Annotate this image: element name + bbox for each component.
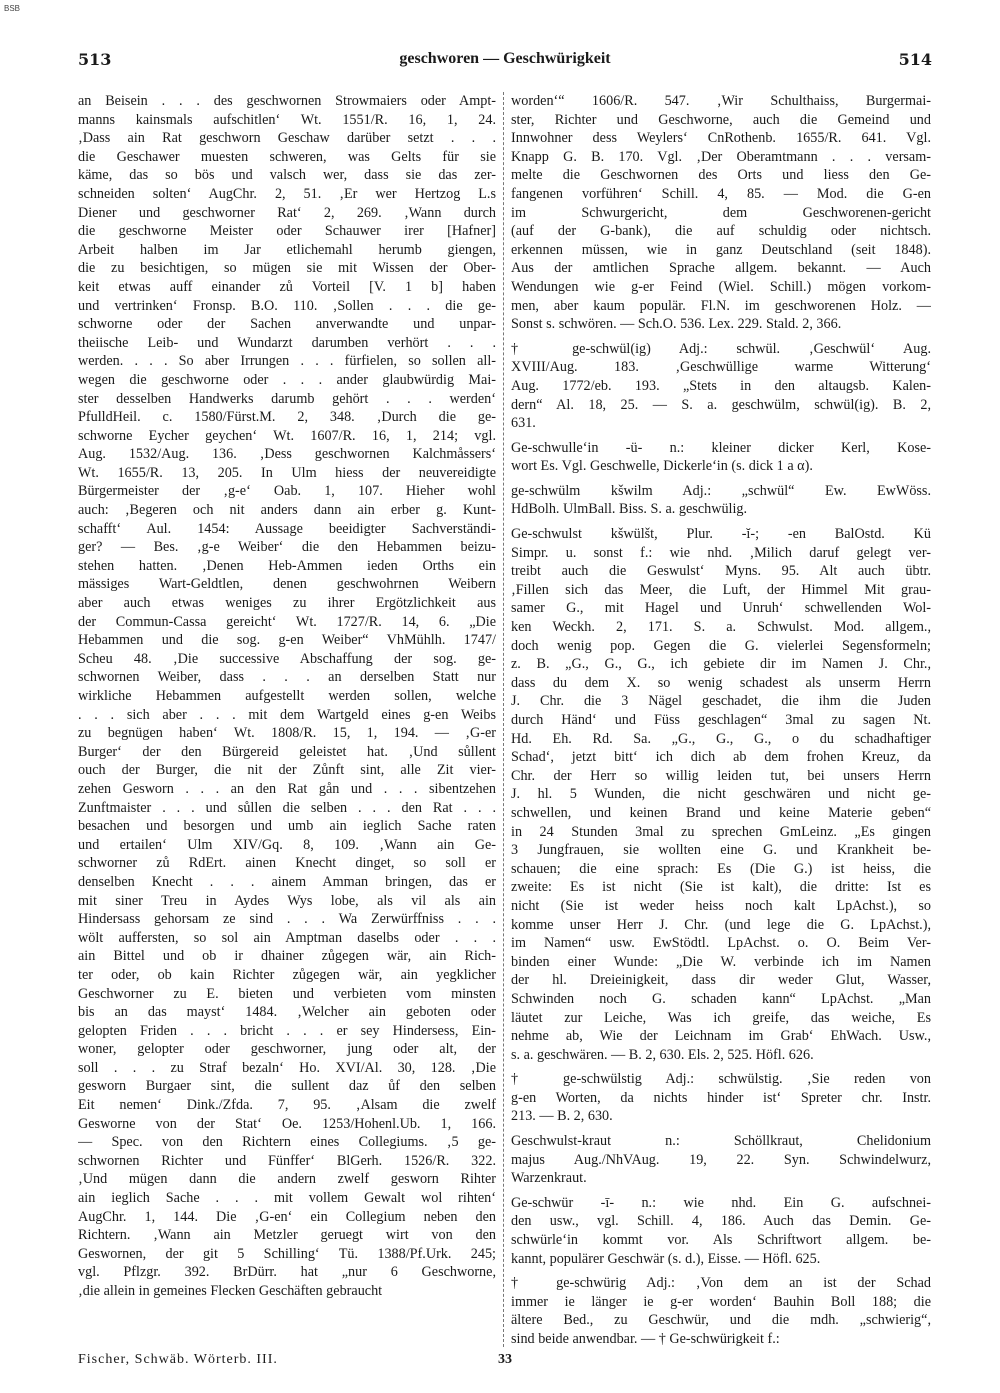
text-line: HdBolh. UlmBall. Biss. S. a. geschwülig. (511, 501, 748, 518)
text-line: der hl. Dreieinigkeit, dass dir weder Glut, Wasser, (511, 972, 931, 989)
text-line: denselben Knecht . . . ainem Amman bringen, das er (78, 873, 496, 890)
text-line: nehme ab, Wie der Leichnam im Grab‘ EhWach. Usw., (511, 1028, 931, 1045)
text-line: J. hl. 5 Wunden, die nicht geschwären und nicht ge- (511, 786, 931, 803)
text-line: schworne oder der Sachen anverwandte und unpar- (78, 316, 496, 333)
text-line: mit siner Treu in Aydes Wys lobe, als vil als ain (78, 892, 496, 909)
text-line: mässiges Wart-Geldtlen, denen geschwohrnen Weibern (78, 576, 496, 593)
text-line: ge-schwülm kšwilm Adj.: „schwül“ Ew. EwWöss. (511, 482, 931, 499)
text-line: den usw., vgl. Schill. 4, 186. Auch das Demin. Ge- (511, 1213, 931, 1230)
text-line: Aug. 1772/eb. 193. „Stets in den altaugsb. Kalen- (511, 377, 931, 394)
page-footer (78, 1352, 932, 1372)
text-line: schwornen Richter und Fünffer‘ BlGerh. 1526/R. 322. (78, 1152, 496, 1169)
text-line: dern“ Al. 18, 25. — S. a. geschwülm, schwül(ig). B. 2, (511, 396, 931, 413)
text-line: Eit nemen‘ Dink./Zfda. 7, 95. ‚Alsam die zwelf (78, 1097, 496, 1114)
text-line: bis an das mayst‘ 1484. ‚Welcher ain geboten oder (78, 1004, 496, 1021)
text-line: ster, Richter und Geschworne, auch die Gemeind und (511, 111, 931, 128)
text-line: zweite: Es ist nicht (Sie ist kalt), die dritte: Ist es (511, 879, 931, 896)
text-line: majus Aug./NhVAug. 19, 22. Syn. Schwindelwurz, (511, 1151, 931, 1168)
text-line: Zunftmaister . . . und sůllen die selben . . . den Rat . . . (78, 799, 496, 816)
text-line: wegen die geschworne oder . . . ander glaubwürdig Mai- (78, 371, 496, 388)
library-stamp: BSB (4, 4, 21, 13)
text-line: vgl. Pflzgr. 392. BrDürr. hat „nur 6 Geschworne, (78, 1264, 496, 1281)
text-line: gelopten Friden . . . bricht . . . er sey Hindersess, Ein- (78, 1022, 496, 1039)
text-line: ger? — Bes. ‚g-e Weiber‘ die den Hebammen beizu- (78, 539, 496, 556)
text-line: Aug. 1532/Aug. 136. ‚Dess geschwornen Kalchmåssers‘ (78, 446, 496, 463)
text-line: schneiden solten‘ AugChr. 2, 51. ‚Er wer Hertzog L.s (78, 185, 496, 202)
text-line: † ge-schwülstig Adj.: schwülstig. ‚Sie reden von (511, 1071, 931, 1088)
text-line: schauen; die eine sprach: Es (Die G.) ist heiss, die (511, 860, 931, 877)
text-line: g-en Worten, da nichts hinder ist‘ Spreter chr. Instr. (511, 1089, 931, 1106)
text-line: Bürgermeister der ‚g-e‘ Oab. 1, 107. Hieher wohl (78, 483, 496, 500)
text-line: Ge-schwür -ī- n.: wie nhd. Ein G. aufschnei- (511, 1194, 931, 1211)
text-line: immer ie länger ie g-er worden‘ Bauhin Boll 188; die (511, 1293, 931, 1310)
text-line: ain ieglich Sache . . . mit vollem Gewalt wol rihten‘ (78, 1190, 496, 1207)
text-line: Simpr. u. sonst f.: wie nhd. ‚Milich daruf gelegt ver- (511, 544, 931, 561)
footer-source: Fischer, Schwäb. Wörterb. III. (78, 1352, 278, 1367)
left-column (78, 92, 496, 1301)
text-line: Scheu 48. ‚Die successive Abschaffung der sog. ge- (78, 650, 496, 667)
page-header (78, 50, 932, 76)
text-line: s. a. geschwären. — B. 2, 630. Els. 2, 525. Höfl. 626. (511, 1046, 814, 1063)
text-line: schwellen, und keinen Brand und keine Materie geben“ (511, 804, 931, 821)
text-line: an Beisein . . . des geschwornen Strowmaiers oder Ampt- (78, 93, 496, 109)
text-line: schwornen Weiber, dass . . . an derselben Statt nur (78, 669, 496, 686)
text-line: Burger‘ der den Bürgereid geleistet hat. ‚Und sůllent (78, 743, 496, 760)
text-line: † ge-schwül(ig) Adj.: schwül. ‚Geschwül‘ Aug. (511, 340, 931, 357)
page-number-left: 513 (78, 50, 112, 69)
text-line: wölt auffersten, so sol ain Amptman daselbs oder . . . (78, 929, 496, 946)
text-line: wort Es. Vgl. Geschwelle, Dickerle‘in (s. dick 1 a α). (511, 458, 813, 475)
text-line: die Geschawer muesten schweren, was Gelts für sie (78, 148, 496, 165)
text-line: AugChr. 1, 144. Die ‚G-en‘ ein Collegium neben den (78, 1208, 496, 1225)
text-line: schworne Eycher geychen‘ Wt. 1607/R. 16, 1, 214; vgl. (78, 427, 496, 444)
text-line: binden einer Wunde: „Die W. verbinde ich im Namen (511, 953, 931, 970)
text-line: Innwohner dess Weylers‘ CnRothenb. 1655/R. 641. Vgl. (511, 130, 931, 147)
text-line: ain Bittel und ob ir dhainer zůgegen wär, ain Rich- (78, 948, 496, 965)
text-line: schworner zů RdErt. ainen Knecht dinget, so soll er (78, 855, 496, 872)
text-line: keit etwas auff einander zů Vorteil [V. 1 b] haben (78, 278, 496, 295)
text-line: aber auch etwas weniges zu ihrer Ergötzlichkeit aus (78, 595, 496, 612)
text-line: Geschwulst-kraut n.: Schöllkraut, Chelidonium (511, 1133, 931, 1150)
text-line: auch: ‚Begeren och nit anders dann ain erber g. Kunt- (78, 502, 496, 519)
text-line: ken Weckh. 2, 171. S. a. Schwulst. Mod. allgem., (511, 619, 931, 636)
text-line: fangenen vorführen‘ Schill. 4, 85. — Mod. die G-en (511, 185, 931, 202)
page-number-right: 514 (898, 50, 932, 69)
text-line: ‚die allein in gemeines Flecken Geschäften gebraucht (78, 1283, 383, 1299)
text-line: Ge-schwulle‘in -ü- n.: kleiner dicker Kerl, Kose- (511, 439, 931, 456)
text-line: in 24 Stunden 3mal zu sprechen GmLeinz. „Es gingen (511, 823, 931, 840)
text-line: PfulldHeil. c. 1580/Fürst.M. 2, 348. ‚Durch die ge- (78, 409, 496, 426)
text-line: treibt auch die Geswulst‘ Myns. 95. Alt auch übtr. (511, 563, 931, 580)
text-line: 213. — B. 2, 630. (511, 1108, 613, 1125)
text-line: ältere Bed., zu Geschwür, und die mdh. „schwierig“, (511, 1312, 931, 1329)
text-line: Schad‘, jetzt bitt‘ ich dich ab dem frohen Kreuz, da (511, 749, 931, 766)
text-line: ster desselben Handwerks darumb gehört . . . werden‘ (78, 390, 496, 407)
text-line: 3 Jungfrauen, sie wollten eine G. und Krankheit be- (511, 842, 931, 859)
text-line: ‚Dass ain Rat geschworn Geschaw darüber setzt . . . (78, 130, 496, 147)
text-line: Warzenkraut. (511, 1170, 587, 1187)
text-line: käme, das so bös und valsch wer, dass sie das zer- (78, 167, 496, 184)
text-line: der Commun-Cassa gereicht‘ Wt. 1727/R. 14, 6. „Die (78, 613, 496, 630)
text-line: läutet zur Leiche, Was ich greife, das weiche, Es (511, 1009, 931, 1026)
text-line: Geswornen, der git 5 Schilling‘ Tü. 1388/Pf.Urk. 245; (78, 1245, 496, 1262)
text-line: Gesworne von der Stat‘ Oe. 1253/Hohenl.Ub. 1, 166. (78, 1115, 496, 1132)
text-line: Wt. 1655/R. 13, 205. In Ulm hiess der neuvereidigte (78, 464, 496, 481)
text-line: . . . sich aber . . . mit dem Wartgeld eines g-en Weibs (78, 706, 496, 723)
text-line: stehen hatten. ‚Denen Heb-Ammen ieden Orths ein (78, 557, 496, 574)
text-line: durch Händ‘ und Füss geschlagen“ 3mal zu sagen Nt. (511, 712, 931, 728)
text-line: schafft‘ Aul. 1454: Aussage beeidigter Sachverständi- (78, 520, 496, 537)
text-line: Arbeit halben im Jar etlichemahl herumb giengen, (78, 241, 496, 258)
text-line: Knapp G. B. 170. Vgl. ‚Der Oberamtmann . . . versam- (511, 148, 931, 165)
text-line: Wendungen wie g-er Feind (Wiel. Schill.) mögen vorkom- (511, 278, 931, 295)
text-line: und ertailen‘ Ulm XIV/Gq. 8, 109. ‚Wann ain Ge- (78, 836, 496, 853)
text-line: J. Chr. die 3 Nägel geschadet, die ihm die Juden (511, 693, 931, 710)
text-line: Richtern. ‚Wann ain Metzler geruegt wirt von den (78, 1227, 496, 1244)
text-line: nicht (Sie ist weder heiss noch kalt LpAchst.), so (511, 897, 931, 914)
text-line: manns kainsmals aufschitlen‘ Wt. 1551/R. 16, 1, 24. (78, 111, 496, 128)
text-line: z. B. „G., G., G., ich gebiete dir im Namen J. Chr., (511, 656, 931, 673)
column-divider (503, 92, 504, 1347)
text-line: XVIII/Aug. 183. ‚Geschwüllige warme Witterung‘ (511, 359, 931, 376)
text-line: theiische Leib- und Wundarzt darumben verhört . . . (78, 334, 496, 351)
text-line: und vertrinken‘ Fronsp. B.O. 110. ‚Sollen . . . die ge- (78, 297, 496, 314)
text-line: wirkliche Hebammen aufgestellt werden sollen, welche (78, 688, 496, 704)
text-line: die zu besichtigen, so mügen sie mit Wissen der Ober- (78, 260, 496, 277)
text-line: Sonst s. schwören. — Sch.O. 536. Lex. 229. Stald. 2, 366. (511, 316, 842, 333)
text-line: 631. (511, 415, 536, 432)
text-line: — Spec. von den Richtern eines Collegiums. ‚5 ge- (78, 1134, 496, 1151)
text-line: die geschworne Meister oder Schauwer irer [Hafner] (78, 223, 496, 240)
text-line: schwürle‘in kommt vor. Als Schriftwort allgem. be- (511, 1232, 931, 1249)
text-line: Hindersass gehorsam ze sind . . . Wa Zerwürffniss . . . (78, 911, 496, 928)
text-line: ouch der Burger, die nit der Zůnft sint, alle Zit vier- (78, 762, 496, 779)
text-line: erkennen müssen, wie in ganz Deutschland (seit 1848). (511, 241, 931, 258)
text-line: gesworn Burgaer sint, die sullent daz ůf den selben (78, 1078, 496, 1095)
text-line: † ge-schwürig Adj.: ‚Von dem an ist der Schad (511, 1275, 931, 1292)
text-line: Hebammen und die sog. g-en Weiber“ VhMühlh. 1747/ (78, 632, 496, 649)
text-line: worden‘“ 1606/R. 547. ‚Wir Schulthaiss, Burgermai- (511, 93, 931, 109)
text-line: komme unser Herr J. Chr. (und lege die G. LpAchst.), (511, 916, 931, 933)
text-line: besachen und besorgen und umb ain ieglich Sache raten (78, 818, 496, 835)
text-line: Ge-schwulst kšwülšt, Plur. -ĭ-; -en BalOstd. Kü (511, 526, 931, 543)
text-line: doch wenig pop. Gegen die G. vielerlei Segensformeln; (511, 637, 931, 654)
text-line: Aus der amtlichen Sprache allgem. bekannt. — Auch (511, 260, 931, 277)
text-line: ‚Fillen sich das Meer, die Luft, der Himmel Mit grau- (511, 581, 931, 598)
sheet-number: 33 (498, 1352, 512, 1367)
text-line: zehen Gesworn . . . an den Rat gån und . . . sibentzehen (78, 780, 496, 797)
text-line: (auf der G-bank), die auf schuldig oder nichtsch. (511, 223, 931, 240)
text-line: im Namen“ usw. EwStödtl. LpAchst. o. O. Beim Ver- (511, 935, 931, 952)
running-head: geschworen — Geschwürigkeit (399, 50, 611, 67)
right-column (511, 92, 931, 1349)
text-line: kannt, populärer Geschwär (s. d.), Eisse. — Höfl. 625. (511, 1250, 821, 1267)
text-line: dass du dem X. so wenig schadest als unserm Herrn (511, 674, 931, 691)
text-line: Hd. Eh. Rd. Sa. „G., G., G., o du schadhaftiger (511, 730, 931, 747)
text-line: Schwinden noch G. schaden kann“ LpAchst. „Man (511, 990, 931, 1007)
text-line: zu begnügen haben‘ Wt. 1808/R. 15, 1, 194. — ‚G-er (78, 725, 496, 742)
text-line: soll . . . zu Straf bezaln‘ Ho. XVI/Al. 30, 128. ‚Die (78, 1059, 496, 1076)
text-line: ter oder, ob kain Richter zůgegen wär, ain yegklicher (78, 966, 496, 983)
text-line: sind beide anwendbar. — † Ge-schwürigkeit f.: (511, 1331, 780, 1347)
text-line: melte die Geschwornen des Orts und liess den Ge- (511, 167, 931, 184)
text-line: samer G., mit Hagel und Unruh‘ schwellenden Wol- (511, 600, 931, 617)
text-line: Diener und geschworner Rat‘ 2, 269. ‚Wann durch (78, 204, 496, 221)
text-line: ‚Und mügen dann die andern zwelf gesworn Rihter (78, 1171, 496, 1188)
text-line: im Schwurgericht, dem Geschworenen-gericht (511, 204, 931, 221)
text-line: woner, gelopter oder geschworner, jung oder alt, der (78, 1041, 496, 1058)
text-line: men, aber kaum populär. Fl.N. im geschworenen Holz. — (511, 297, 931, 314)
text-line: Chr. der Herr so willig leiden tut, bei unsers Herrn (511, 767, 931, 784)
text-line: werden. . . . So aber Irrungen . . . fürfielen, so sollen all- (78, 353, 496, 370)
text-line: Geschworner zu E. bieten und verbieten vom minsten (78, 985, 496, 1002)
